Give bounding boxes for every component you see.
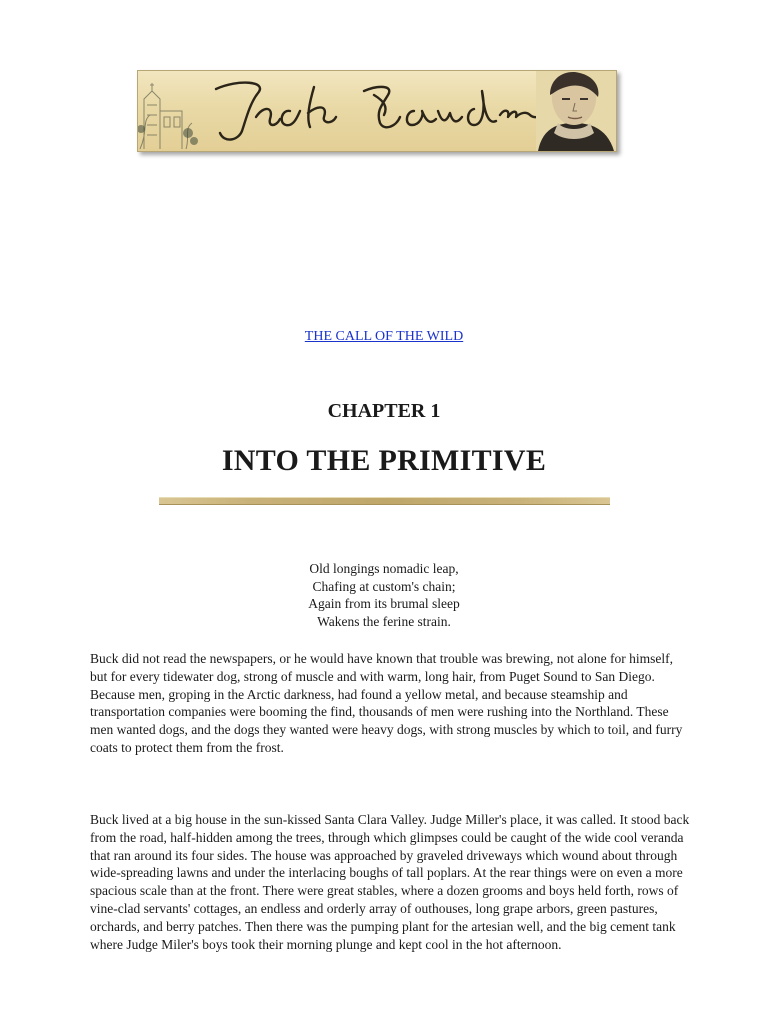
body-paragraph: Buck lived at a big house in the sun-kissed Santa Clara Valley. Judge Miller's place, it was called. It stood back from the road, half-hidden among the trees, through which glimpses could be caught of the wide cool veranda that ran around its four sides. The house was approached by graveled driveways which wound about through wide-spreading lawns and under the interlacing boughs of tall poplars. At the rear things were on even a more spacious scale than at the front. There were great stables, where a dozen grooms and boys held forth, rows of vine-clad servants' cottages, an endless and orderly array of outhouses, long grape arbors, green pastures, orchards, and berry patches. Then there was the pumping plant for the artesian well, and the big cement tank where Judge Miler's boys took their morning plunge and kept cool in the hot afternoon. [90, 812, 690, 952]
epigraph-poem [0, 560, 768, 631]
portrait [536, 71, 616, 151]
header-banner [137, 70, 617, 152]
signature [216, 83, 548, 140]
poem-line: Chafing at custom's chain; [312, 578, 456, 594]
poem-line: Again from its brumal sleep [308, 596, 460, 612]
signature-banner-icon [138, 71, 616, 151]
book-title-link[interactable]: THE CALL OF THE WILD [304, 329, 464, 344]
decorative-divider [159, 497, 610, 505]
chapter-number: CHAPTER 1 [327, 400, 441, 422]
body-paragraph: Buck did not read the newspapers, or he would have known that trouble was brewing, not alone for himself, but for every tidewater dog, strong of muscle and with warm, long hair, from Puget Sound to San Diego. Because men, groping in the Arctic darkness, had found a yellow metal, and because steamship and transportation companies were booming the find, thousands of men were rushing into the Northland. These men wanted dogs, and the dogs they wanted were heavy dogs, with strong muscles by which to toil, and furry coats to protect them from the frost. [90, 651, 683, 755]
chapter-title: INTO THE PRIMITIVE [221, 444, 547, 477]
poem-line: Wakens the ferine strain. [317, 614, 451, 630]
building-sketch [140, 83, 192, 149]
poem-line: Old longings nomadic leap, [309, 561, 459, 576]
